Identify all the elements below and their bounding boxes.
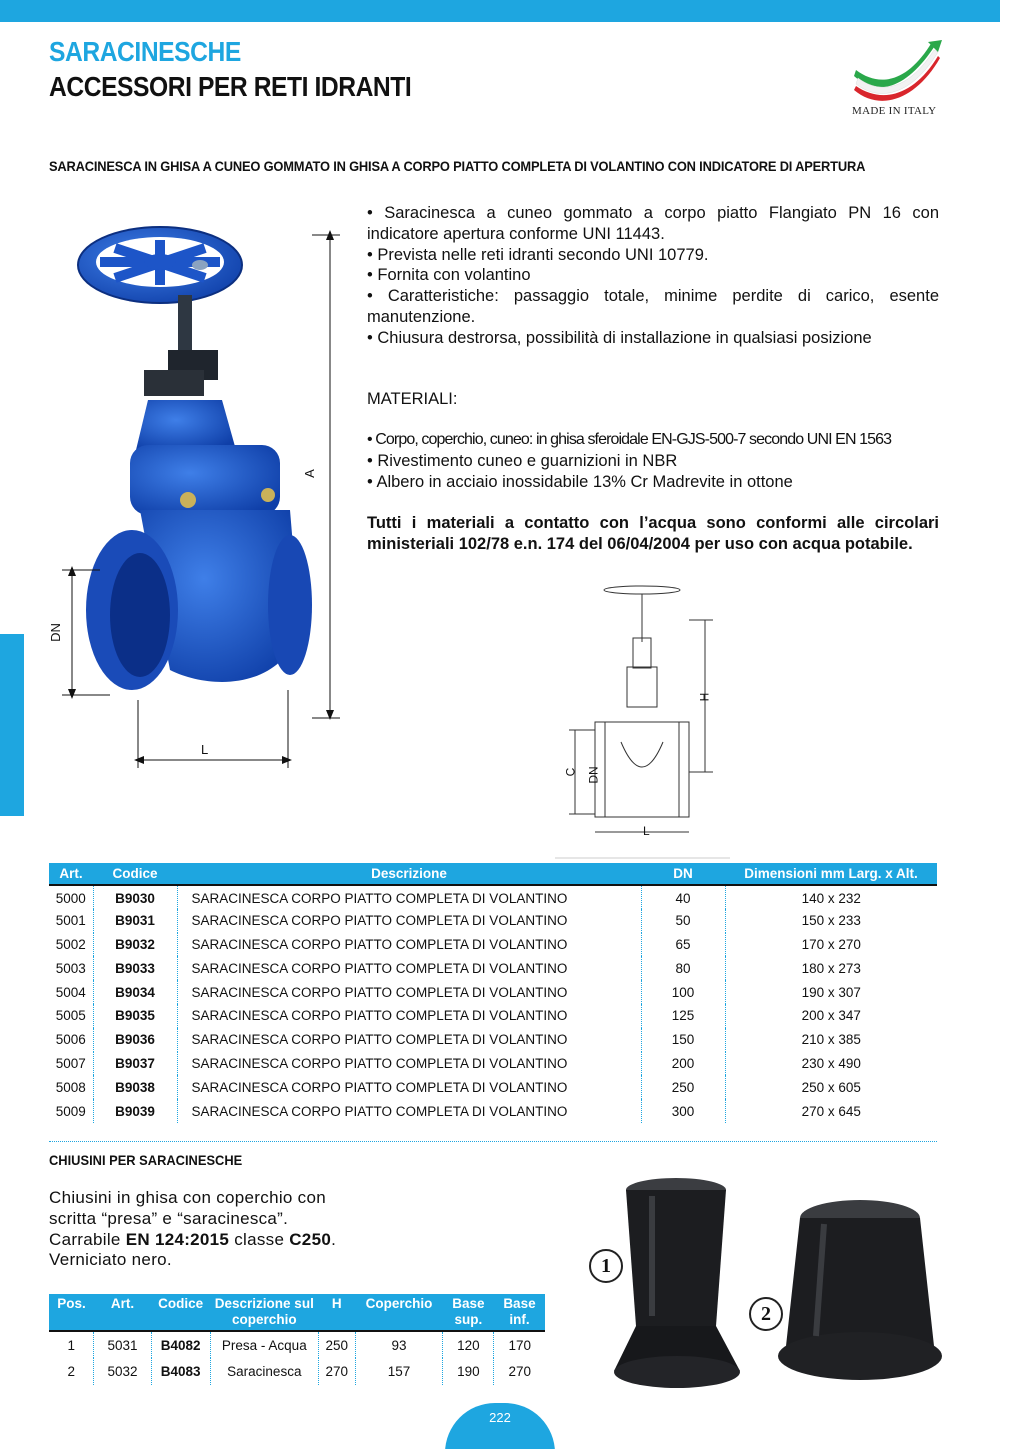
table-row — [49, 1099, 937, 1123]
page-subtitle: ACCESSORI PER RETI IDRANTI — [49, 71, 412, 102]
diagram-label-h: H — [697, 692, 712, 702]
cell-codice: B9032 — [93, 933, 177, 957]
cell-dimensioni: 170 x 270 — [801, 936, 861, 952]
table-header-row — [49, 863, 937, 885]
cell-dn: 40 — [641, 885, 725, 909]
marker-1: 1 — [589, 1249, 623, 1283]
chiusini-text-line: Chiusini in ghisa con coperchio con scritta “presa” e “saracinesca”. — [49, 1188, 326, 1228]
feature-item: • Prevista nelle reti idranti secondo UNI 10779. — [367, 245, 709, 264]
chiusini-heading: CHIUSINI PER SARACINESCHE — [49, 1152, 243, 1168]
materials-list — [367, 430, 939, 492]
feature-item: • Fornita con volantino — [367, 266, 531, 285]
table-row — [49, 980, 937, 1004]
cell-descrizione: Presa - Acqua — [210, 1331, 318, 1358]
page-number: 222 — [489, 1410, 511, 1425]
cell-descrizione: SARACINESCA CORPO PIATTO COMPLETA DI VOLANTINO — [177, 885, 641, 909]
diagram-label-dn: DN — [586, 766, 601, 784]
marker-2: 2 — [749, 1297, 783, 1331]
cell-art: 5009 — [49, 1099, 93, 1123]
cell-dimensioni: 210 x 385 — [801, 1032, 861, 1048]
cell-dn: 250 — [641, 1075, 725, 1099]
cell-descrizione: SARACINESCA CORPO PIATTO COMPLETA DI VOLANTINO — [177, 1075, 641, 1099]
cell-dimensioni: 230 x 490 — [801, 1055, 861, 1071]
feature-item: • Saracinesca a cuneo gommato a corpo piatto Flangiato PN 16 con indicatore apertura conforme UNI 11443. — [367, 204, 939, 243]
chiusino-photo-2 — [776, 1196, 944, 1388]
table-row — [49, 909, 937, 933]
cell-art: 5002 — [49, 933, 93, 957]
cell-descrizione: SARACINESCA CORPO PIATTO COMPLETA DI VOLANTINO — [177, 1004, 641, 1028]
col-header-base-sup: Base sup. — [443, 1294, 494, 1331]
table-header-row — [49, 1294, 545, 1331]
cell-dimensioni: 180 x 273 — [801, 960, 861, 976]
table-row — [49, 1004, 937, 1028]
table-row — [49, 956, 937, 980]
cell-art: 5003 — [49, 956, 93, 980]
dimension-label-l: L — [201, 742, 209, 757]
cell-codice: B9033 — [93, 956, 177, 980]
cell-descrizione: SARACINESCA CORPO PIATTO COMPLETA DI VOLANTINO — [177, 909, 641, 933]
cell-art: 5000 — [49, 885, 93, 909]
cell-dimensioni: 200 x 347 — [801, 1008, 861, 1024]
cell-codice: B9030 — [93, 885, 177, 909]
chiusini-text-line: Carrabile EN 124:2015 classe C250. — [49, 1229, 337, 1249]
cell-dn: 150 — [641, 1028, 725, 1052]
cell-descrizione: SARACINESCA CORPO PIATTO COMPLETA DI VOLANTINO — [177, 933, 641, 957]
cell-dimensioni: 190 x 307 — [801, 984, 861, 1000]
col-header-codice: Codice — [151, 1294, 210, 1331]
cell-dn: 200 — [641, 1052, 725, 1076]
col-header-art: Art. — [94, 1294, 151, 1331]
table-row — [49, 1075, 937, 1099]
cell-art: 5005 — [49, 1004, 93, 1028]
section-divider — [49, 1141, 937, 1142]
diagram-label-l: L — [643, 824, 650, 838]
cell-coperchio: 93 — [355, 1331, 443, 1358]
cell-h: 250 — [318, 1331, 355, 1358]
materials-heading: MATERIALI: — [367, 390, 458, 408]
chiusino-photo-1 — [612, 1176, 742, 1394]
product-table — [49, 863, 937, 1123]
cell-dn: 65 — [641, 933, 725, 957]
cell-coperchio: 157 — [355, 1358, 443, 1385]
material-item: • Albero in acciaio inossidabile 13% Cr Madrevite in ottone — [367, 472, 793, 491]
cell-codice: B9036 — [93, 1028, 177, 1052]
chiusini-text-line: Verniciato nero. — [49, 1250, 172, 1270]
material-item: • Corpo, coperchio, cuneo: in ghisa sferoidale EN-GJS-500-7 secondo UNI EN 1563 — [367, 431, 892, 448]
table-row — [49, 933, 937, 957]
col-header-art: Art. — [49, 863, 93, 885]
cell-art: 5004 — [49, 980, 93, 1004]
cell-art: 5032 — [94, 1358, 151, 1385]
top-accent-bar — [0, 0, 1000, 22]
cell-codice: B4082 — [151, 1331, 210, 1358]
cell-dn: 80 — [641, 956, 725, 980]
cell-pos: 2 — [49, 1358, 94, 1385]
photo-dimension-lines — [40, 210, 350, 780]
cell-dn: 300 — [641, 1099, 725, 1123]
chiusini-description — [49, 1188, 369, 1271]
cell-codice: B9038 — [93, 1075, 177, 1099]
cell-descrizione: SARACINESCA CORPO PIATTO COMPLETA DI VOLANTINO — [177, 980, 641, 1004]
table-row — [49, 1358, 545, 1385]
cell-dimensioni: 150 x 233 — [801, 913, 861, 929]
cell-codice: B4083 — [151, 1358, 210, 1385]
feature-list — [367, 203, 939, 349]
col-header-descrizione: Descrizione — [177, 863, 641, 885]
logo-text: MADE IN ITALY — [852, 105, 937, 117]
cell-codice: B9031 — [93, 909, 177, 933]
cell-h: 270 — [318, 1358, 355, 1385]
cell-codice: B9035 — [93, 1004, 177, 1028]
technical-drawing — [555, 582, 730, 860]
cell-codice: B9037 — [93, 1052, 177, 1076]
cell-descrizione: Saracinesca — [210, 1358, 318, 1385]
col-header-pos: Pos. — [49, 1294, 94, 1331]
col-header-h: H — [318, 1294, 355, 1331]
cell-dn: 125 — [641, 1004, 725, 1028]
cell-descrizione: SARACINESCA CORPO PIATTO COMPLETA DI VOLANTINO — [177, 1028, 641, 1052]
cell-dimensioni: 140 x 232 — [801, 890, 861, 906]
cell-base-inf: 270 — [508, 1364, 531, 1379]
side-accent-tab — [0, 634, 24, 816]
table-row — [49, 1028, 937, 1052]
table-row — [49, 885, 937, 909]
product-title: SARACINESCA IN GHISA A CUNEO GOMMATO IN GHISA A CORPO PIATTO COMPLETA DI VOLANTINO CON INDICATORE DI APERTURA — [49, 158, 866, 174]
col-header-base-inf: Base inf. — [494, 1294, 545, 1331]
compliance-note: Tutti i materiali a contatto con l’acqua sono conformi alle circolari ministeriali 102/78 e.n. 174 del 06/04/2004 per uso con acqua potabile. — [367, 514, 939, 553]
cell-codice: B9039 — [93, 1099, 177, 1123]
cell-codice: B9034 — [93, 980, 177, 1004]
col-header-descrizione: Descrizione sul coperchio — [210, 1294, 318, 1331]
cell-base-sup: 120 — [443, 1331, 494, 1358]
dimension-label-dn: DN — [47, 623, 63, 642]
cell-art: 5031 — [94, 1331, 151, 1358]
cell-art: 5008 — [49, 1075, 93, 1099]
feature-item: • Caratteristiche: passaggio totale, minime perdite di carico, esente manutenzione. — [367, 287, 939, 326]
cell-descrizione: SARACINESCA CORPO PIATTO COMPLETA DI VOLANTINO — [177, 1052, 641, 1076]
diagram-label-c: C — [563, 767, 578, 777]
feature-item: • Chiusura destrorsa, possibilità di installazione in qualsiasi posizione — [367, 328, 872, 347]
cell-base-inf: 170 — [508, 1337, 531, 1353]
cell-dn: 100 — [641, 980, 725, 1004]
cell-dimensioni: 270 x 645 — [801, 1103, 861, 1119]
table-row — [49, 1052, 937, 1076]
dimension-label-a: A — [301, 469, 317, 478]
cell-art: 5006 — [49, 1028, 93, 1052]
cell-base-sup: 190 — [443, 1358, 494, 1385]
col-header-dn: DN — [641, 863, 725, 885]
material-item: • Rivestimento cuneo e guarnizioni in NBR — [367, 451, 678, 470]
cell-dn: 50 — [641, 909, 725, 933]
cell-art: 5001 — [49, 909, 93, 933]
cell-dimensioni: 250 x 605 — [801, 1079, 861, 1095]
col-header-codice: Codice — [93, 863, 177, 885]
col-header-coperchio: Coperchio — [355, 1294, 443, 1331]
cell-descrizione: SARACINESCA CORPO PIATTO COMPLETA DI VOLANTINO — [177, 956, 641, 980]
col-header-dimensioni: Dimensioni mm Larg. x Alt. — [725, 863, 937, 885]
page-title: SARACINESCHE — [49, 36, 241, 67]
cell-descrizione: SARACINESCA CORPO PIATTO COMPLETA DI VOLANTINO — [177, 1099, 641, 1123]
table-row — [49, 1331, 545, 1358]
cell-art: 5007 — [49, 1052, 93, 1076]
cell-pos: 1 — [49, 1331, 94, 1358]
chiusini-table — [49, 1294, 545, 1385]
